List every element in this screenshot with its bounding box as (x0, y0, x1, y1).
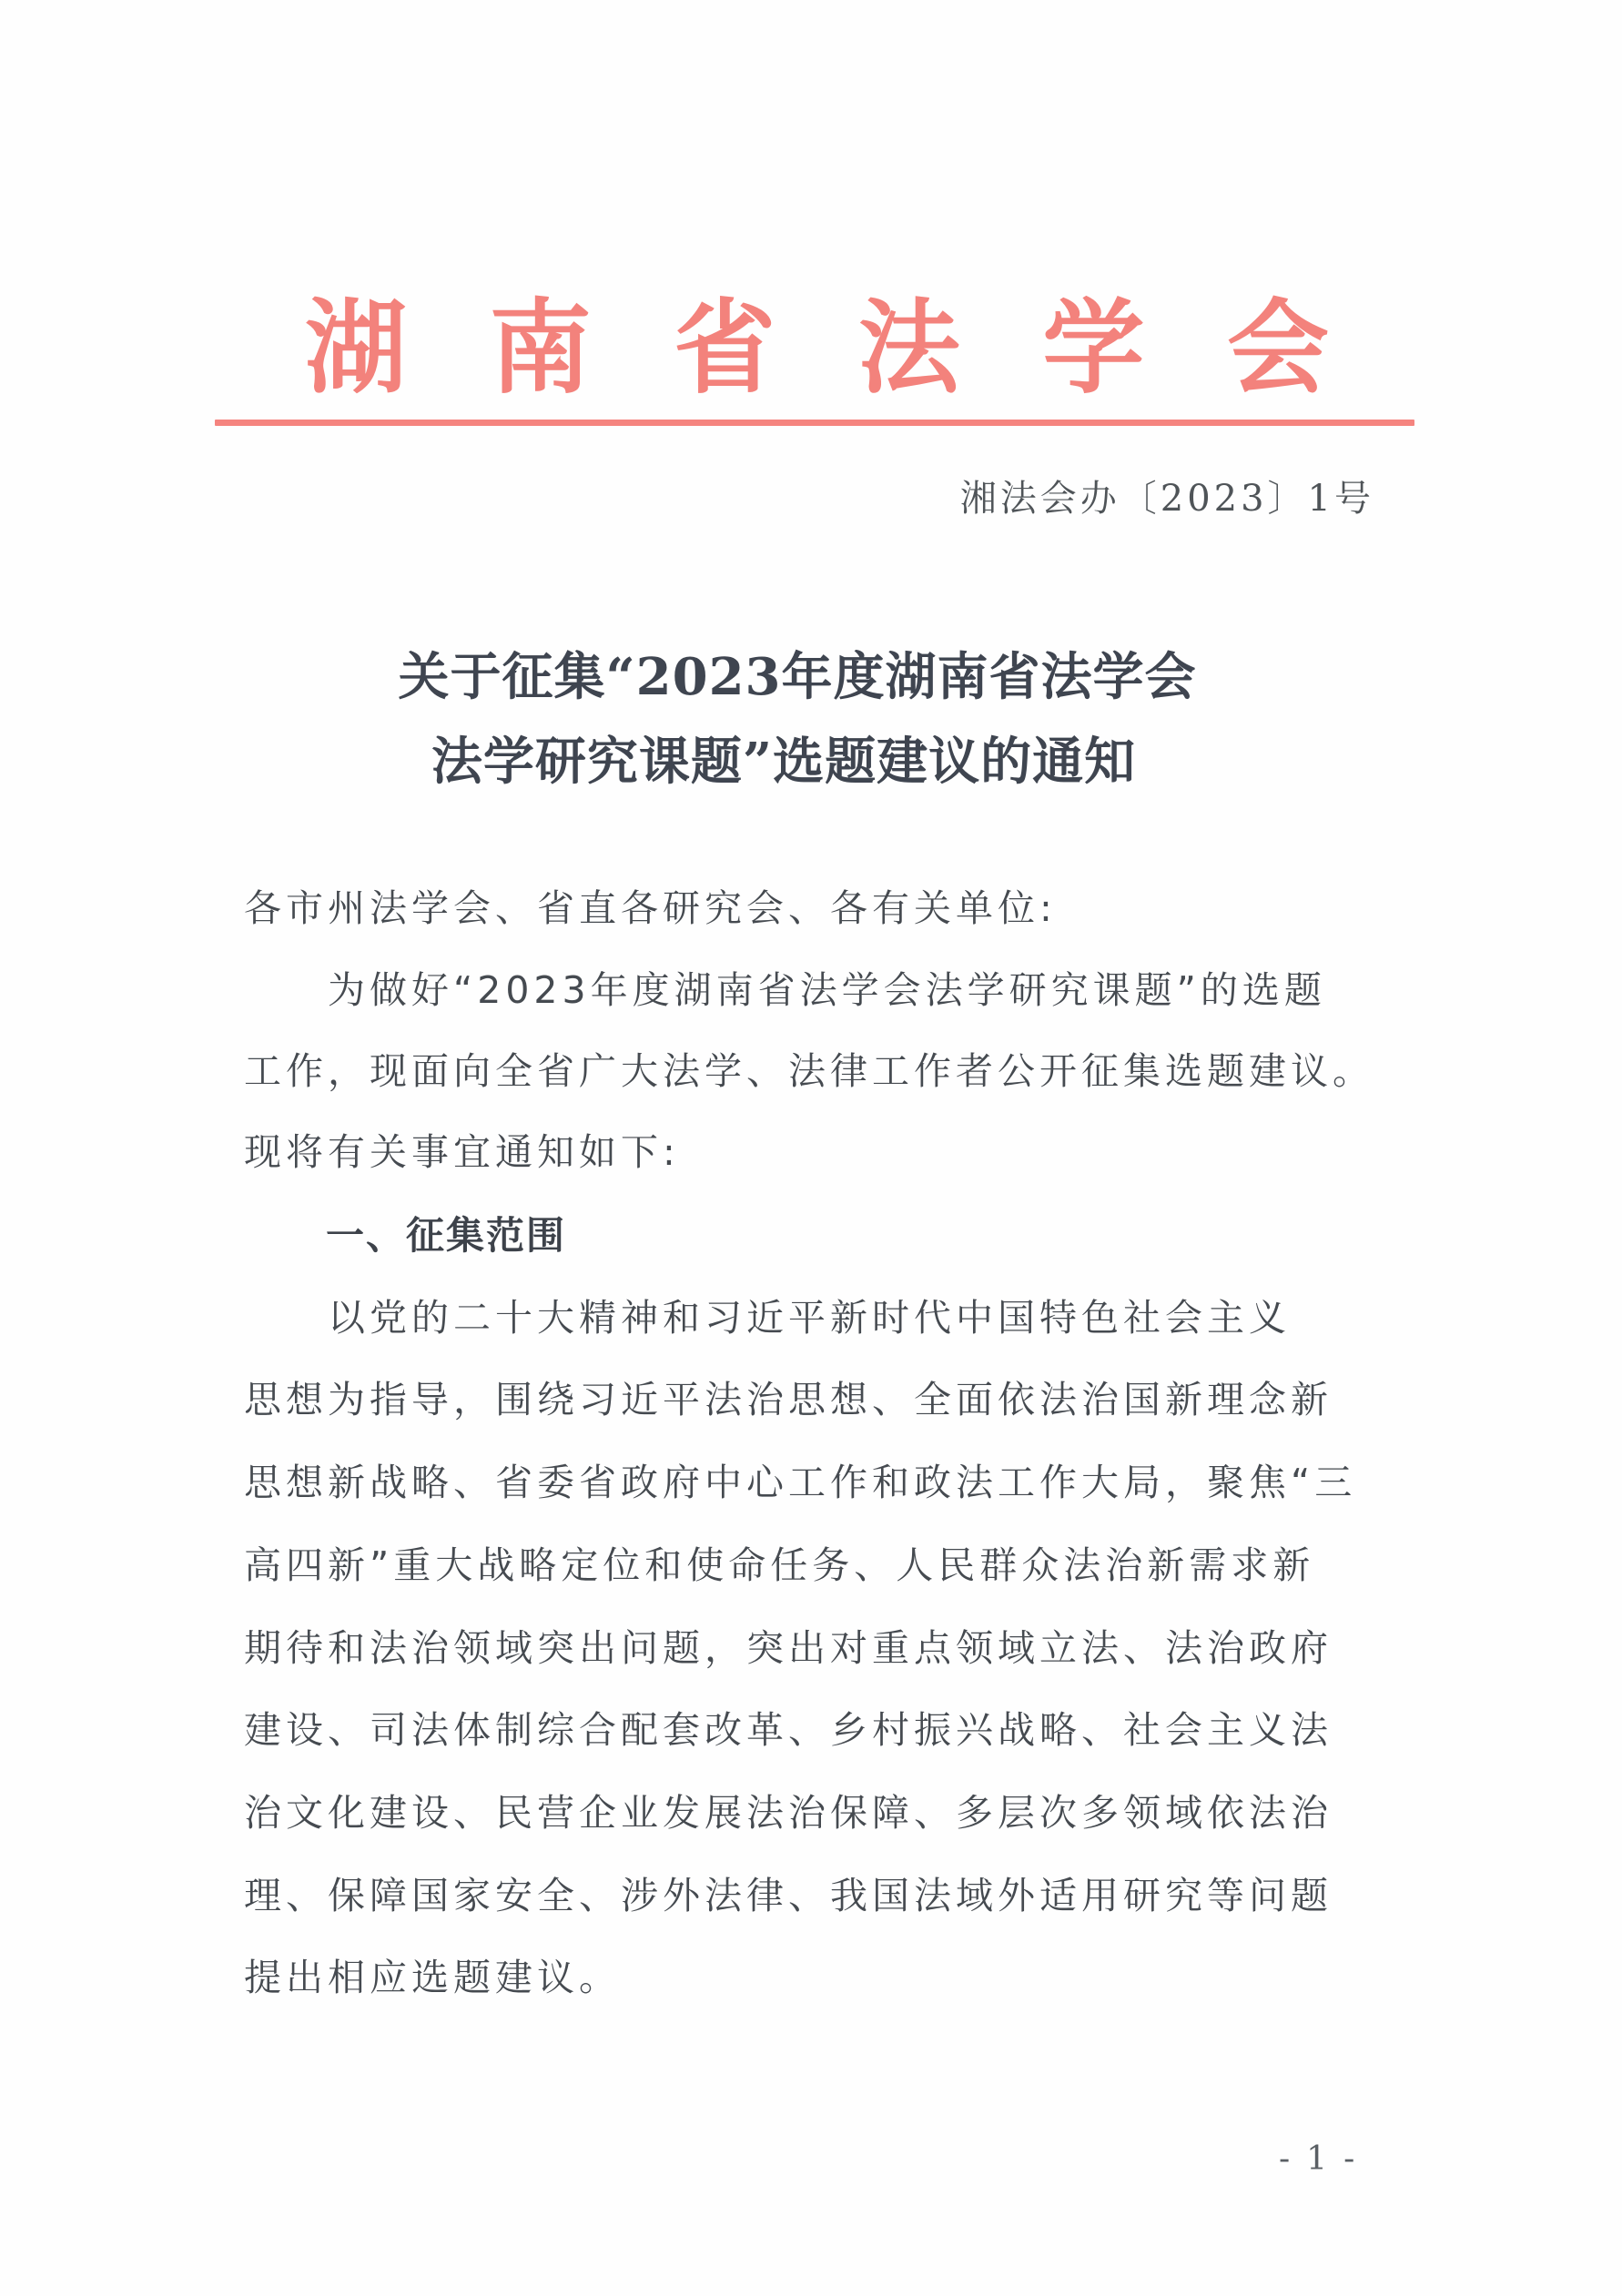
intro-paragraph-line: 工作，现面向全省广大法学、法律工作者公开征集选题建议。 (244, 1049, 1374, 1093)
masthead-char: 湖 (305, 288, 407, 408)
section-paragraph-line: 建设、司法体制综合配套改革、乡村振兴战略、社会主义法 (244, 1708, 1333, 1752)
section-paragraph-line: 高四新”重大战略定位和使命任务、人民群众法治新需求新 (244, 1543, 1315, 1587)
salutation: 各市州法学会、省直各研究会、各有关单位: (244, 886, 1057, 930)
section-paragraph-line: 以党的二十大精神和习近平新时代中国特色社会主义 (328, 1296, 1291, 1340)
masthead-char: 南 (489, 288, 592, 408)
section-paragraph-line: 思想为指导，围绕习近平法治思想、全面依法治国新理念新 (244, 1378, 1333, 1421)
section-paragraph-line: 理、保障国家安全、涉外法律、我国法域外适用研究等问题 (244, 1874, 1333, 1917)
masthead-org-name (218, 289, 1411, 408)
document-title-line-2: 法学研究课题”选题建议的通知 (431, 732, 1137, 792)
masthead-char: 法 (857, 288, 960, 408)
document-title-line-1: 关于征集“2023年度湖南省法学会 (398, 647, 1197, 707)
section-paragraph-line: 期待和法治领域突出问题，突出对重点领域立法、法治政府 (244, 1626, 1333, 1670)
document-number: 湘法会办〔2023〕1号 (959, 478, 1374, 520)
section-paragraph-line: 治文化建设、民营企业发展法治保障、多层次多领域依法治 (244, 1791, 1333, 1835)
red-header-divider (215, 420, 1414, 426)
section-paragraph-line: 提出相应选题建议。 (244, 1956, 621, 1999)
masthead-char: 省 (674, 288, 776, 408)
intro-paragraph-line: 为做好“2023年度湖南省法学会法学研究课题”的选题 (328, 968, 1326, 1012)
masthead-char: 学 (1042, 288, 1145, 408)
section-paragraph-line: 思想新战略、省委省政府中心工作和政法工作大局，聚焦“三 (244, 1461, 1357, 1504)
masthead-char: 会 (1226, 288, 1329, 408)
section-heading: 一、征集范围 (326, 1213, 567, 1258)
page-number: -1- (1279, 2140, 1372, 2178)
intro-paragraph-line: 现将有关事宜通知如下: (244, 1130, 680, 1174)
